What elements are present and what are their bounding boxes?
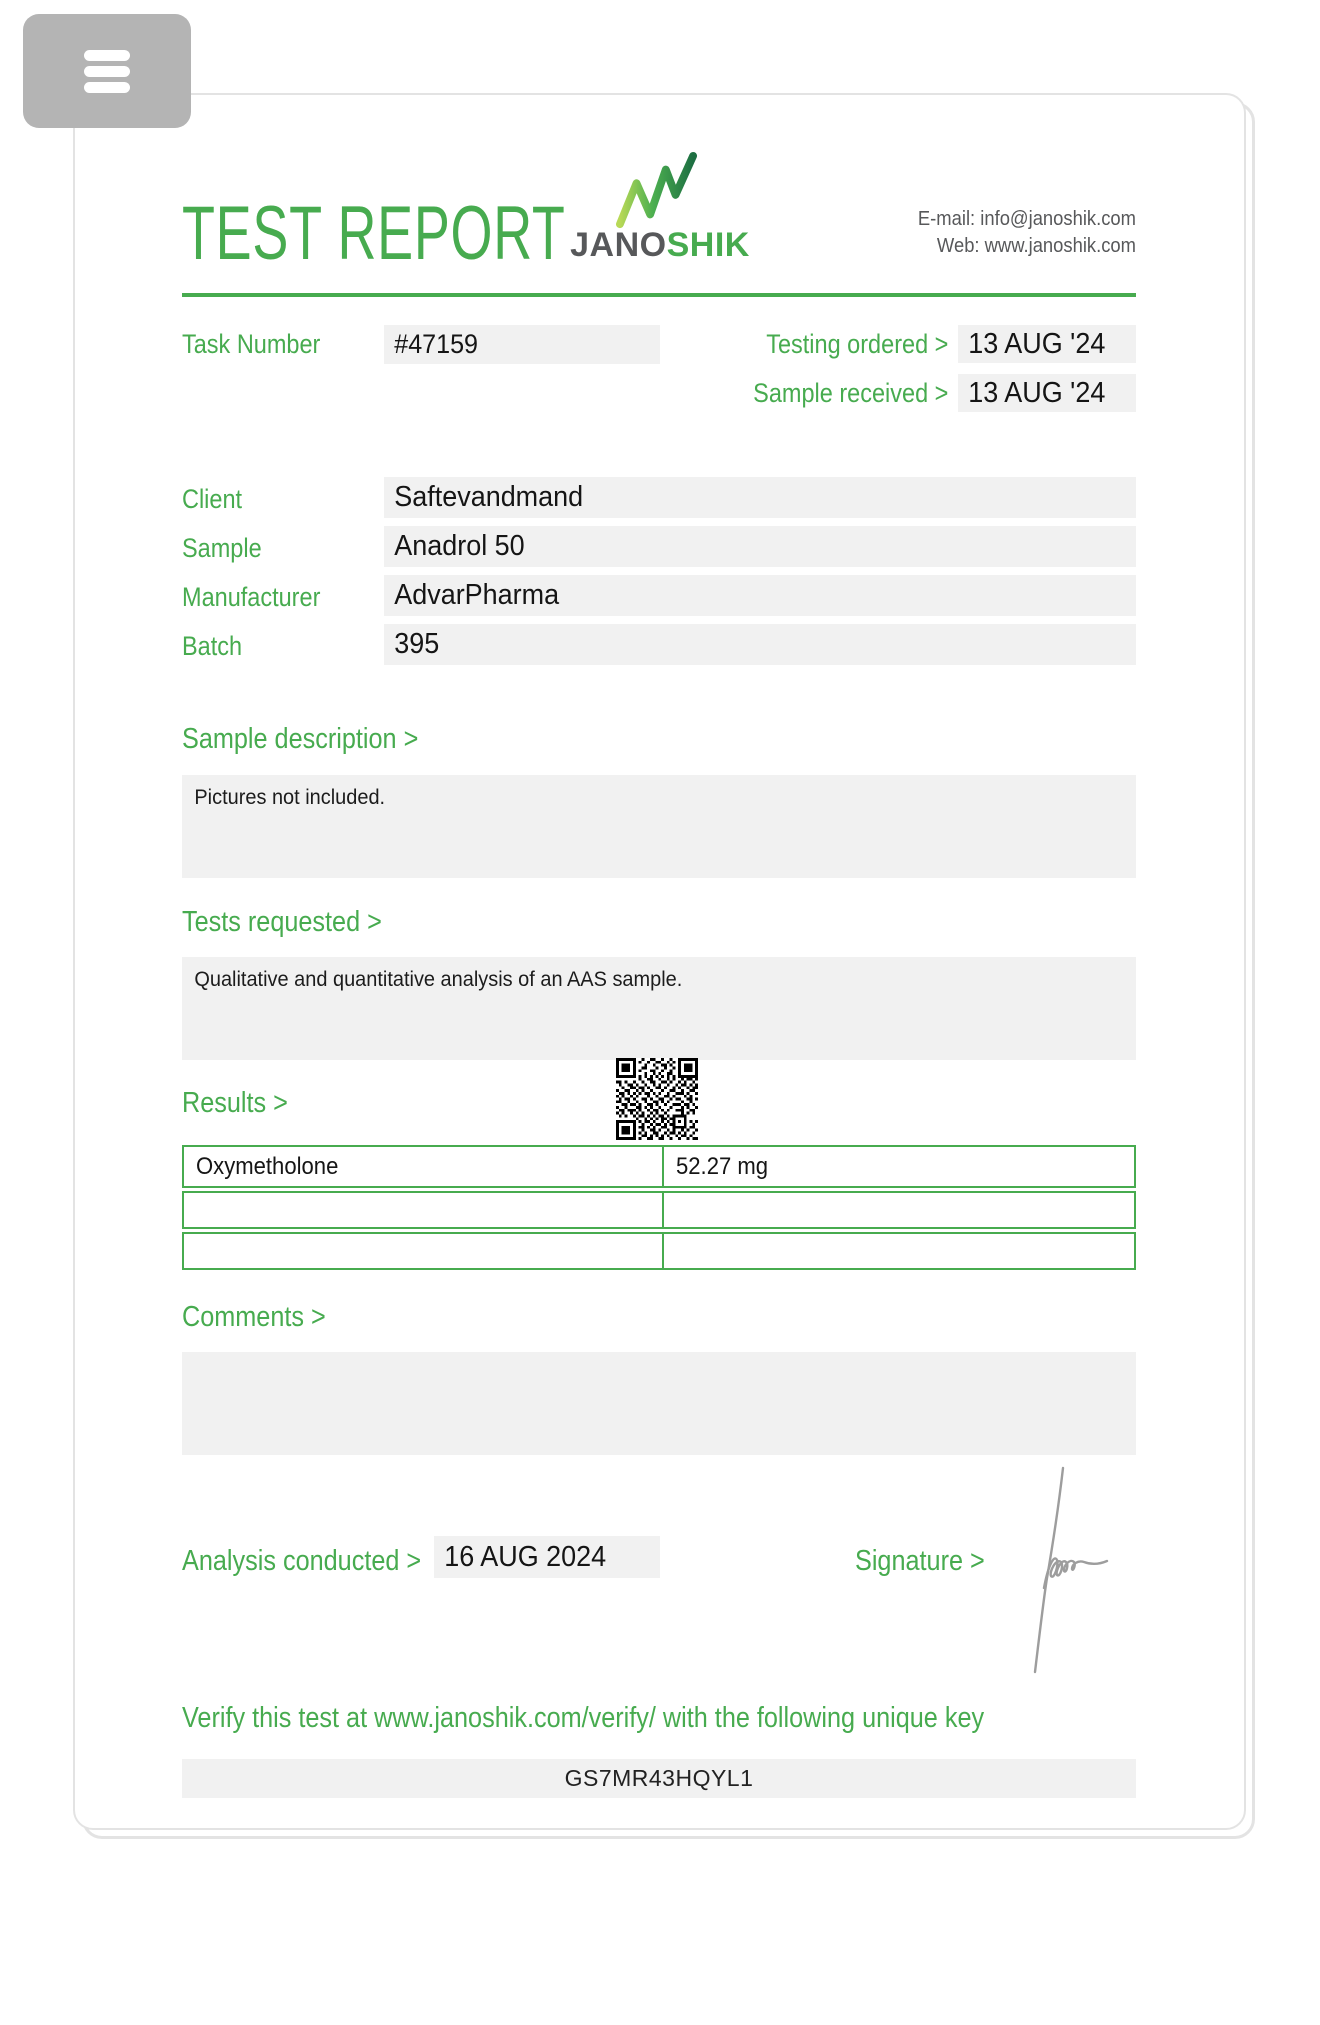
analysis-conducted-label: Analysis conducted >: [182, 1545, 422, 1577]
logo-text-shik: SHIK: [666, 226, 750, 264]
sample-description-box: [182, 775, 1136, 878]
sample-received-field: [958, 374, 1136, 412]
sample-label: Sample: [182, 533, 262, 563]
verify-key-value: GS7MR43HQYL1: [564, 1765, 754, 1791]
hamburger-bar: [84, 66, 130, 77]
client-value: Saftevandmand: [394, 481, 584, 513]
manufacturer-value: AdvarPharma: [394, 579, 560, 611]
client-label: Client: [182, 484, 243, 514]
sample-received-value: 13 AUG '24: [968, 376, 1106, 409]
manufacturer-label: Manufacturer: [182, 582, 321, 612]
signature-label: Signature >: [855, 1545, 985, 1577]
email-line: E-mail: info@janoshik.com: [917, 208, 1136, 230]
hamburger-menu-button[interactable]: [23, 14, 191, 128]
analysis-date-value: 16 AUG 2024: [444, 1540, 607, 1573]
logo-text-jano: JANO: [570, 226, 667, 264]
chart-logo-icon: [612, 150, 702, 232]
header-divider: [182, 293, 1136, 297]
batch-label: Batch: [182, 631, 243, 661]
batch-value: 395: [394, 628, 440, 660]
result-analyte: Oxymetholone: [196, 1152, 339, 1180]
batch-field: [384, 624, 1136, 665]
signature-image: [1000, 1458, 1120, 1686]
sample-field: [384, 526, 1136, 567]
analysis-date-field: [434, 1536, 660, 1578]
result-value: 52.27 mg: [676, 1152, 769, 1180]
result-value-cell: [662, 1234, 1134, 1268]
sample-description-heading: Sample description >: [182, 723, 419, 755]
janoshik-logo: [570, 226, 750, 265]
result-analyte-cell: [184, 1147, 662, 1186]
sample-description-text: Pictures not included.: [194, 786, 386, 809]
web-line: Web: www.janoshik.com: [936, 235, 1136, 257]
comments-box: [182, 1352, 1136, 1455]
verify-instruction: Verify this test at www.janoshik.com/verify/ with the following unique key: [182, 1702, 985, 1734]
testing-ordered-label: Testing ordered >: [765, 329, 948, 359]
task-number-field: [384, 325, 660, 364]
testing-ordered-field: [958, 325, 1136, 363]
manufacturer-field: [384, 575, 1136, 616]
result-value-cell: [662, 1147, 1134, 1186]
result-analyte-cell: [184, 1193, 662, 1227]
tests-requested-text: Qualitative and quantitative analysis of an AAS sample.: [194, 968, 683, 991]
tests-requested-heading: Tests requested >: [182, 906, 382, 938]
comments-heading: Comments >: [182, 1301, 326, 1333]
client-field: [384, 477, 1136, 518]
comments-text: [182, 1352, 1088, 1374]
results-heading: Results >: [182, 1087, 288, 1119]
contact-block: [851, 206, 1136, 260]
testing-ordered-value: 13 AUG '24: [968, 327, 1106, 360]
verify-key-field: [182, 1759, 1136, 1798]
task-number-label: Task Number: [182, 329, 321, 359]
results-table-row: [182, 1145, 1136, 1188]
result-analyte-cell: [184, 1234, 662, 1268]
tests-requested-box: [182, 957, 1136, 1060]
hamburger-bar: [84, 50, 130, 61]
qr-code: [616, 1058, 698, 1140]
results-table-row: [182, 1191, 1136, 1229]
page-title: TEST REPORT: [182, 191, 566, 276]
results-table-row: [182, 1232, 1136, 1270]
task-number-value: #47159: [394, 329, 479, 359]
result-value-cell: [662, 1193, 1134, 1227]
sample-received-label: Sample received >: [752, 378, 948, 408]
hamburger-bar: [84, 82, 130, 93]
sample-value: Anadrol 50: [394, 530, 525, 562]
